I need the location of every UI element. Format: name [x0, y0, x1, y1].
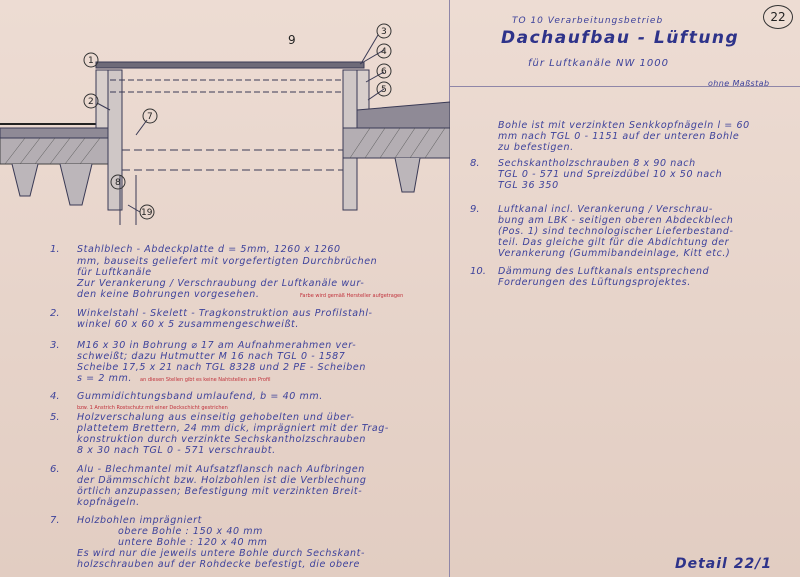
item-6-line-3: örtlich anzupassen; Befestigung mit verzinkten Breit-	[77, 486, 363, 497]
item-1-line-5: den keine Bohrungen vorgesehen.	[77, 289, 260, 300]
item-6-line-4: kopfnägeln.	[77, 497, 140, 508]
left-roof-rib	[60, 164, 92, 205]
item-1-line-4: Zur Verankerung / Verschraubung der Luftkanäle wur-	[77, 278, 365, 289]
item-4-number: 4.	[50, 391, 60, 402]
item-5-line-2: plattetem Brettern, 24 mm dick, imprägniert mit der Trag-	[77, 423, 389, 434]
item-9-line-5: Verankerung (Gummibandeinlage, Kitt etc.)	[498, 248, 731, 259]
item-3-line-4: s = 2 mm.	[77, 373, 132, 384]
item-2-number: 2.	[50, 308, 60, 319]
label-6: 6	[381, 67, 387, 77]
red-note-4: bzw. 1 Anstrich Rostschutz mit einer Deckschicht gestrichen	[77, 405, 228, 411]
right-roof-rib	[395, 158, 420, 192]
item-8-number: 8.	[470, 158, 480, 169]
item-7-cont-line-1: Bohle ist mit verzinkten Senkkopfnägeln l = 60	[498, 120, 750, 131]
item-6-line-2: der Dämmschicht bzw. Holzbohlen ist die Verblechung	[77, 475, 367, 486]
item-7-cont-line-2: mm nach TGL 0 - 1151 auf der unteren Bohle	[498, 131, 740, 142]
item-9-line-2: bung am LBK - seitigen oberen Abdeckblech	[498, 215, 734, 226]
item-5-number: 5.	[50, 412, 60, 423]
label-2: 2	[88, 97, 94, 107]
item-2-line-2: winkel 60 x 60 x 5 zusammengeschweißt.	[77, 319, 300, 330]
item-6-line-1: Alu - Blechmantel mit Aufsatzflansch nach Aufbringen	[77, 464, 365, 475]
item-7-line-3: untere Bohle : 120 x 40 mm	[118, 537, 268, 548]
item-9-number: 9.	[470, 204, 480, 215]
item-9-line-4: teil. Das gleiche gilt für die Abdichtung der	[498, 237, 730, 248]
item-8-line-3: TGL 36 350	[498, 180, 559, 191]
item-7-line-5: holzschrauben auf der Rohdecke befestigt, die obere	[77, 559, 360, 570]
label-3: 3	[381, 27, 387, 37]
red-note-1: Farbe wird gemäß Hersteller aufgetragen	[300, 293, 404, 299]
item-3-line-3: Scheibe 17,5 x 21 nach TGL 8328 und 2 PE - Scheiben	[77, 362, 366, 373]
left-roof-rib-2	[12, 164, 38, 196]
label-9: 9	[288, 33, 296, 47]
item-5-line-1: Holzverschalung aus einseitig gehobelten und über-	[77, 412, 355, 423]
item-10-line-2: Forderungen des Lüftungsprojektes.	[498, 277, 691, 288]
item-9-line-1: Luftkanal incl. Verankerung / Verschrau-	[498, 204, 713, 215]
item-1-number: 1.	[50, 244, 60, 255]
item-1-line-1: Stahlblech - Abdeckplatte d = 5mm, 1260 x 1260	[77, 244, 341, 255]
red-note-3: an diesen Stellen gibt es keine Nahtstellen am Profil	[140, 377, 271, 383]
item-5-line-4: 8 x 30 nach TGL 0 - 571 verschraubt.	[77, 445, 276, 456]
item-1-line-3: für Luftkanäle	[77, 267, 152, 278]
item-4-line-1: Gummidichtungsband umlaufend, b = 40 mm.	[77, 391, 323, 402]
cover-plate	[96, 62, 364, 68]
label-5: 5	[381, 85, 387, 95]
item-1-line-2: mm, bauseits geliefert mit vorgefertigten Durchbrüchen	[77, 256, 378, 267]
item-3-line-1: M16 x 30 in Bohrung ⌀ 17 am Aufnahmerahmen ver-	[77, 340, 357, 351]
item-8-line-1: Sechskantholzschrauben 8 x 90 nach	[498, 158, 696, 169]
item-7-cont-line-3: zu befestigen.	[498, 142, 574, 153]
item-3-number: 3.	[50, 340, 60, 351]
item-7-number: 7.	[50, 515, 60, 526]
item-7-line-1: Holzbohlen imprägniert	[77, 515, 202, 526]
item-10-line-1: Dämmung des Luftkanals entsprechend	[498, 266, 710, 277]
item-3-line-2: schweißt; dazu Hutmutter M 16 nach TGL 0 - 1587	[77, 351, 346, 362]
page-number-badge: 22	[763, 5, 793, 29]
detail-reference: Detail 22/1	[675, 556, 773, 572]
right-roof-slab	[343, 128, 450, 158]
label-7: 7	[147, 112, 153, 122]
label-8: 8	[115, 178, 121, 188]
item-7-line-2: obere Bohle : 150 x 40 mm	[118, 526, 263, 537]
drawing-subtitle: für Luftkanäle NW 1000	[528, 58, 669, 69]
item-6-number: 6.	[50, 464, 60, 475]
item-7-line-4: Es wird nur die jeweils untere Bohle durch Sechskant-	[77, 548, 366, 559]
right-roof-insulation	[357, 102, 450, 128]
label-19: 19	[141, 208, 153, 218]
roof-ventilation-section-drawing	[0, 0, 450, 230]
item-2-line-1: Winkelstahl - Skelett - Tragkonstruktion aus Profilstahl-	[77, 308, 373, 319]
left-roof-insulation	[0, 128, 108, 138]
company-name: TO 10 Verarbeitungsbetrieb	[512, 16, 664, 26]
item-10-number: 10.	[470, 266, 486, 277]
scale-note: ohne Maßstab	[708, 79, 770, 88]
item-9-line-3: (Pos. 1) sind technologischer Lieferbestand-	[498, 226, 734, 237]
item-8-line-2: TGL 0 - 571 und Spreizdübel 10 x 50 nach	[498, 169, 723, 180]
label-1: 1	[88, 56, 94, 66]
item-5-line-3: konstruktion durch verzinkte Sechskantholzschrauben	[77, 434, 367, 445]
left-roof-slab	[0, 138, 110, 164]
drawing-title: Dachaufbau - Lüftung	[501, 28, 740, 48]
label-4: 4	[381, 47, 387, 57]
